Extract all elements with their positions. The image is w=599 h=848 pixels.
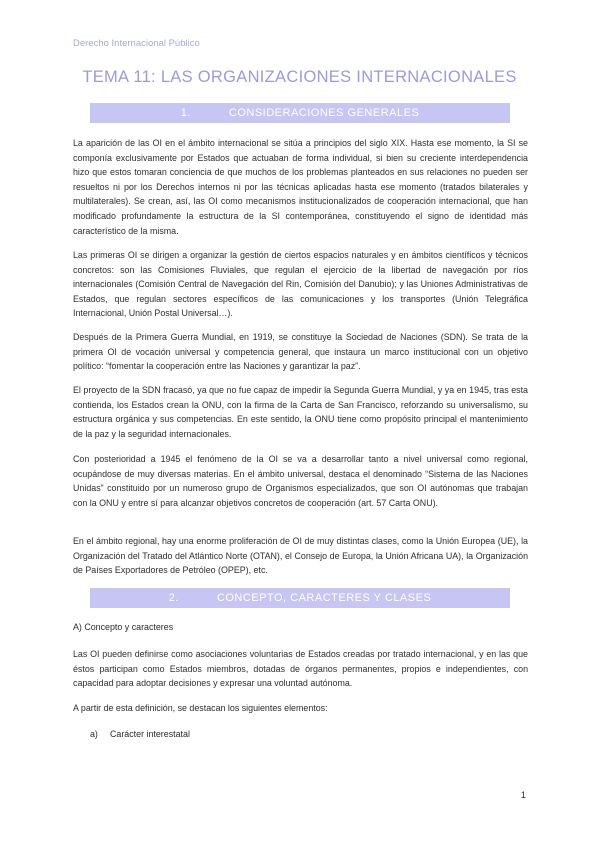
paragraph: La aparición de las OI en el ámbito internacional se sitúa a principios del siglo XIX. Hasta ese momento, la SI se componía exclusivamente por Estados que actuaban de forma individual, si bien su creciente interdependencia hizo que estos tomaran conciencia de que muchos de los problemas planteados en sus relaciones no pueden ser resueltos ni por los Derechos internos ni por las técnicas aplicadas hasta ese momento (tratados bilaterales y multilaterales). Se crean, así, las OI como mecanismos institucionalizados de cooperación internacional, que han modificado profundamente la estructura de la SI contemporánea, constituyendo el signo de identidad más característico de la misma. — [73, 138, 528, 236]
page-number: 1 — [520, 790, 526, 801]
paragraph: Con posterioridad a 1945 el fenómeno de la OI se va a desarrollar tanto a nivel universal como regional, ocupándose de muy diversas materias. En el ámbito universal, destaca el denominado “Sistema de las Naciones Unidas” constituido por un numeroso grupo de Organismos especializados, que son OI autónomas que trabajan con la ONU y entre sí para alcanzar objetivos concretos de cooperación (art. 57 Carta ONU). — [73, 454, 528, 508]
definition-paragraph: Las OI pueden definirse como asociaciones voluntarias de Estados creadas por tratado internacional, y en las que éstos participan como Estados miembros, dotadas de órganos permanentes, propios e independientes, con capacidad para adoptar decisiones y expresar una voluntad autónoma. — [73, 649, 528, 689]
section-heading-1 — [90, 103, 510, 123]
list-item-text: Carácter interestatal — [110, 729, 190, 739]
list-item — [90, 729, 190, 739]
paragraph: El proyecto de la SDN fracasó, ya que no fue capaz de impedir la Segunda Guerra Mundial, y ya en 1945, tras esta contienda, los Estados crean la ONU, con la firma de la Carta de San Francisco, reforzando su universalismo, su estructura orgánica y sus competencias. En este sentido, la ONU tiene como propósito principal el mantenimiento de la paz y la seguridad internacionales. — [73, 385, 528, 439]
lead-sentence: A partir de esta definición, se destacan los siguientes elementos: — [73, 703, 328, 713]
subsection-heading: A) Concepto y caracteres — [73, 622, 174, 632]
section-title: CONCEPTO, CARACTERES Y CLASES — [216, 592, 432, 604]
section-heading-2 — [90, 588, 510, 608]
paragraph: Las primeras OI se dirigen a organizar la gestión de ciertos espacios naturales y en ámbitos científicos y técnicos concretos: son las Comisiones Fluviales, que regulan el ejercicio de la libertad de navegación por ríos internacionales (Comisión Central de Navegación del Rin, Comisión del Danubio); y las Uniones Administrativas de Estados, que regulan sectores específicos de las comunicaciones y los transportes (Unión Telegráfica Internacional, Unión Postal Universal…). — [73, 250, 528, 319]
section-title: CONSIDERACIONES GENERALES — [228, 107, 420, 119]
paragraph: En el ámbito regional, hay una enorme proliferación de OI de muy distintas clases, como la Unión Europea (UE), la Organización del Tratado del Atlántico Norte (OTAN), el Consejo de Europa, la Unión Africana UA), la Organización de Países Exportadores de Petróleo (OPEP), etc. — [73, 536, 528, 576]
paragraph: Después de la Primera Guerra Mundial, en 1919, se constituye la Sociedad de Naciones (SDN). Se trata de la primera OI de vocación universal y competencia general, que instaura un marco institucional con un objetivo político: “fomentar la cooperación entre las Naciones y garantizar la paz”. — [73, 332, 528, 372]
list-item-letter: a) — [90, 729, 98, 739]
section-number: 1. — [180, 107, 191, 119]
running-header: Derecho Internacional Público — [73, 38, 200, 49]
document-title: TEMA 11: LAS ORGANIZACIONES INTERNACIONALES — [82, 68, 517, 86]
section-number: 2. — [168, 592, 179, 604]
